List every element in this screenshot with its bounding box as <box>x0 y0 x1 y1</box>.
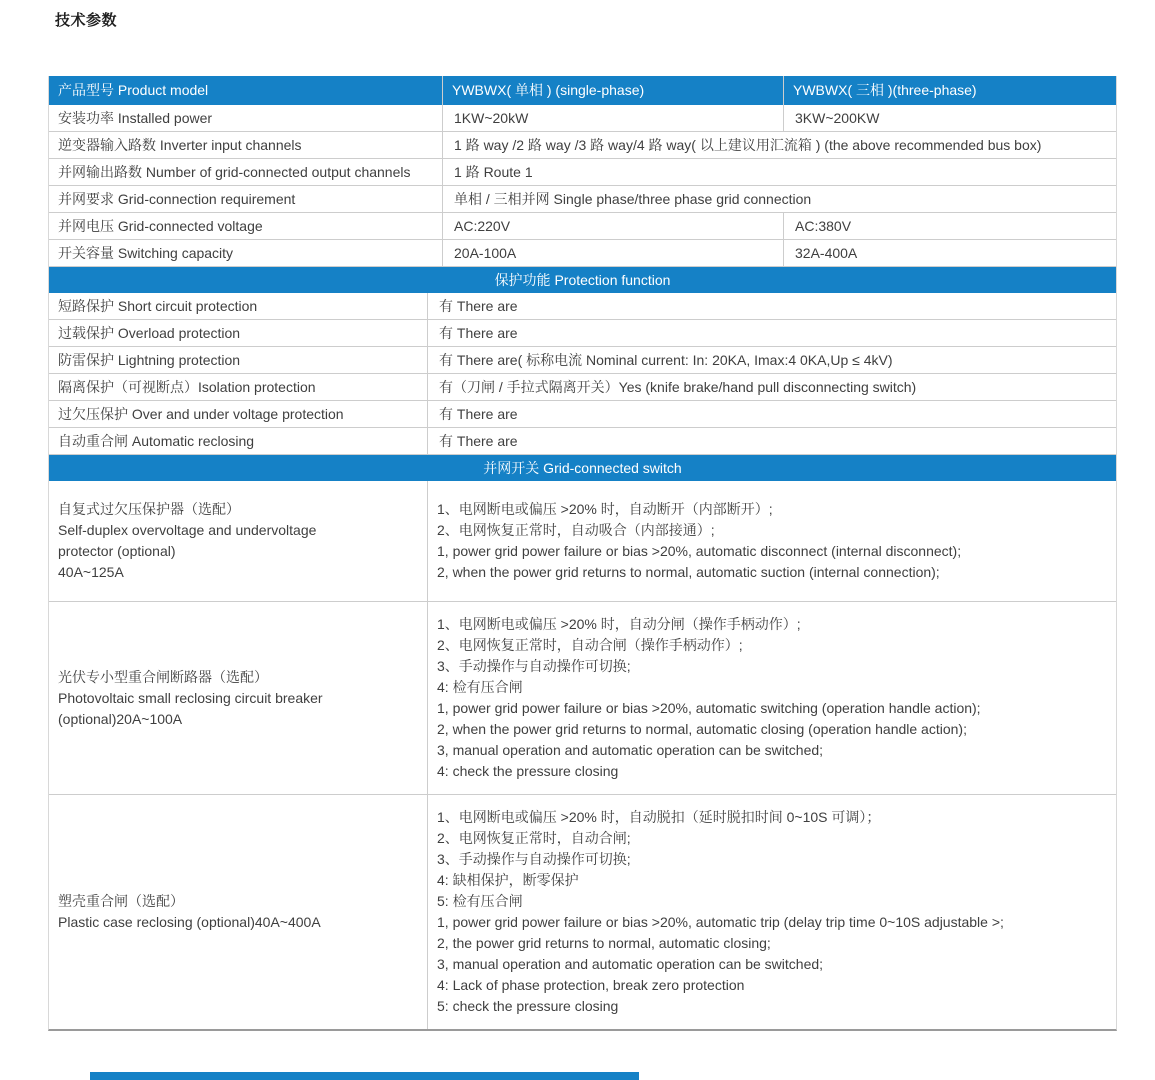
table-row <box>49 159 1116 186</box>
value-line: 1, power grid power failure or bias >20%, automatic switching (operation handle action); <box>437 700 981 716</box>
row-label <box>49 795 428 1029</box>
row-label: 并网电压 Grid-connected voltage <box>49 213 443 239</box>
table-row <box>49 795 1116 1029</box>
row-label: 逆变器输入路数 Inverter input channels <box>49 132 443 158</box>
table-row <box>49 347 1116 374</box>
value-line: 4: 缺相保护，断零保护 <box>437 872 579 888</box>
value-line: 3、手动操作与自动操作可切换; <box>437 658 631 674</box>
row-label <box>49 481 428 601</box>
value-line: 5: check the pressure closing <box>437 998 619 1014</box>
value-line: 3, manual operation and automatic operation can be switched; <box>437 742 824 758</box>
row-value: 单相 / 三相并网 Single phase/three phase grid connection <box>454 190 812 207</box>
label-line: 自复式过欠压保护器（选配） <box>58 501 240 517</box>
table-row <box>49 105 1116 132</box>
table-row <box>49 481 1116 602</box>
value-line: 2、电网恢复正常时，自动吸合（内部接通）; <box>437 522 715 538</box>
row-label <box>49 602 428 794</box>
section-title: 保护功能 Protection function <box>494 272 671 288</box>
row-value-single-phase: 20A-100A <box>443 240 784 266</box>
row-label: 自动重合闸 Automatic reclosing <box>49 428 428 454</box>
value-line: 1, power grid power failure or bias >20%, automatic trip (delay trip time 0~10S adjustable >; <box>437 914 1004 930</box>
row-value: 1 路 Route 1 <box>454 163 533 180</box>
header-cell-single-phase: YWBWX( 单相 ) (single-phase) <box>443 76 784 105</box>
table-row <box>49 320 1116 347</box>
label-line: Photovoltaic small reclosing circuit breaker <box>58 689 323 706</box>
row-label: 并网要求 Grid-connection requirement <box>49 186 443 212</box>
label-line: 光伏专小型重合闸断路器（选配） <box>58 668 268 685</box>
value-line: 2, when the power grid returns to normal, automatic suction (internal connection); <box>437 564 940 580</box>
value-line: 1、电网断电或偏压 >20% 时，自动断开（内部断开）; <box>437 501 773 517</box>
table-row <box>49 428 1116 455</box>
value-line: 1、电网断电或偏压 >20% 时，自动分闸（操作手柄动作）; <box>437 616 801 632</box>
value-line: 2, when the power grid returns to normal, automatic closing (operation handle action); <box>437 721 967 737</box>
label-line: 塑壳重合闸（选配） <box>58 893 184 909</box>
row-value-single-phase: AC:220V <box>443 213 784 239</box>
row-label: 隔离保护（可视断点）Isolation protection <box>49 374 428 400</box>
row-value-three-phase: 32A-400A <box>795 244 858 261</box>
section-header-row <box>49 267 1116 293</box>
spec-table <box>48 76 1117 1031</box>
page-title: 技术参数 <box>55 12 118 29</box>
row-value: 有 There are <box>439 324 518 341</box>
row-value-three-phase: AC:380V <box>795 217 852 234</box>
row-value <box>428 795 1116 1029</box>
table-row <box>49 374 1116 401</box>
row-value <box>428 602 1116 794</box>
bottom-decor-line <box>90 1072 639 1080</box>
row-value: 有 There are( 标称电流 Nominal current: In: 20KA, Imax:4 0KA,Up ≤ 4kV) <box>439 351 893 368</box>
row-label: 防雷保护 Lightning protection <box>49 347 428 373</box>
row-label: 短路保护 Short circuit protection <box>49 293 428 319</box>
row-value: 有 There are <box>439 297 518 314</box>
header-cell-product-model: 产品型号 Product model <box>49 76 443 105</box>
row-value: 有（刀闸 / 手拉式隔离开关）Yes (knife brake/hand pull disconnecting switch) <box>439 378 917 395</box>
value-line: 4: Lack of phase protection, break zero protection <box>437 977 745 993</box>
table-row <box>49 213 1116 240</box>
row-label: 过载保护 Overload protection <box>49 320 428 346</box>
value-line: 5: 检有压合闸 <box>437 893 523 909</box>
value-line: 3, manual operation and automatic operation can be switched; <box>437 956 824 972</box>
value-line: 4: 检有压合闸 <box>437 679 523 695</box>
table-row <box>49 293 1116 320</box>
label-line: 40A~125A <box>58 564 124 580</box>
section-header-row <box>49 455 1116 481</box>
label-line: (optional)20A~100A <box>58 710 183 727</box>
table-row <box>49 186 1116 213</box>
table-row <box>49 401 1116 428</box>
header-cell-three-phase: YWBWX( 三相 )(three-phase) <box>793 82 977 99</box>
table-header-row <box>49 76 1116 105</box>
table-row <box>49 240 1116 267</box>
value-line: 2, the power grid returns to normal, automatic closing; <box>437 935 771 951</box>
row-value <box>428 481 1116 601</box>
row-value: 有 There are <box>439 432 518 449</box>
label-line: Self-duplex overvoltage and undervoltage <box>58 522 317 538</box>
table-row <box>49 132 1116 159</box>
row-label: 并网输出路数 Number of grid-connected output channels <box>49 159 443 185</box>
value-line: 1、电网断电或偏压 >20% 时，自动脱扣（延时脱扣时间 0~10S 可调）； <box>437 809 881 825</box>
table-row <box>49 602 1116 795</box>
label-line: Plastic case reclosing (optional)40A~400A <box>58 914 321 930</box>
row-label: 安装功率 Installed power <box>49 105 443 131</box>
value-line: 2、电网恢复正常时，自动合闸（操作手柄动作）; <box>437 637 743 653</box>
value-line: 2、电网恢复正常时，自动合闸; <box>437 830 631 846</box>
row-label: 过欠压保护 Over and under voltage protection <box>49 401 428 427</box>
value-line: 1, power grid power failure or bias >20%, automatic disconnect (internal disconnect); <box>437 543 962 559</box>
row-value: 1 路 way /2 路 way /3 路 way/4 路 way( 以上建议用汇流箱 ) (the above recommended bus box) <box>454 136 1042 153</box>
value-line: 3、手动操作与自动操作可切换; <box>437 851 631 867</box>
label-line: protector (optional) <box>58 543 176 559</box>
row-label: 开关容量 Switching capacity <box>49 240 443 266</box>
row-value-single-phase: 1KW~20kW <box>443 105 784 131</box>
row-value: 有 There are <box>439 405 518 422</box>
value-line: 4: check the pressure closing <box>437 763 619 779</box>
row-value-three-phase: 3KW~200KW <box>795 109 880 126</box>
section-title: 并网开关 Grid-connected switch <box>483 460 682 476</box>
